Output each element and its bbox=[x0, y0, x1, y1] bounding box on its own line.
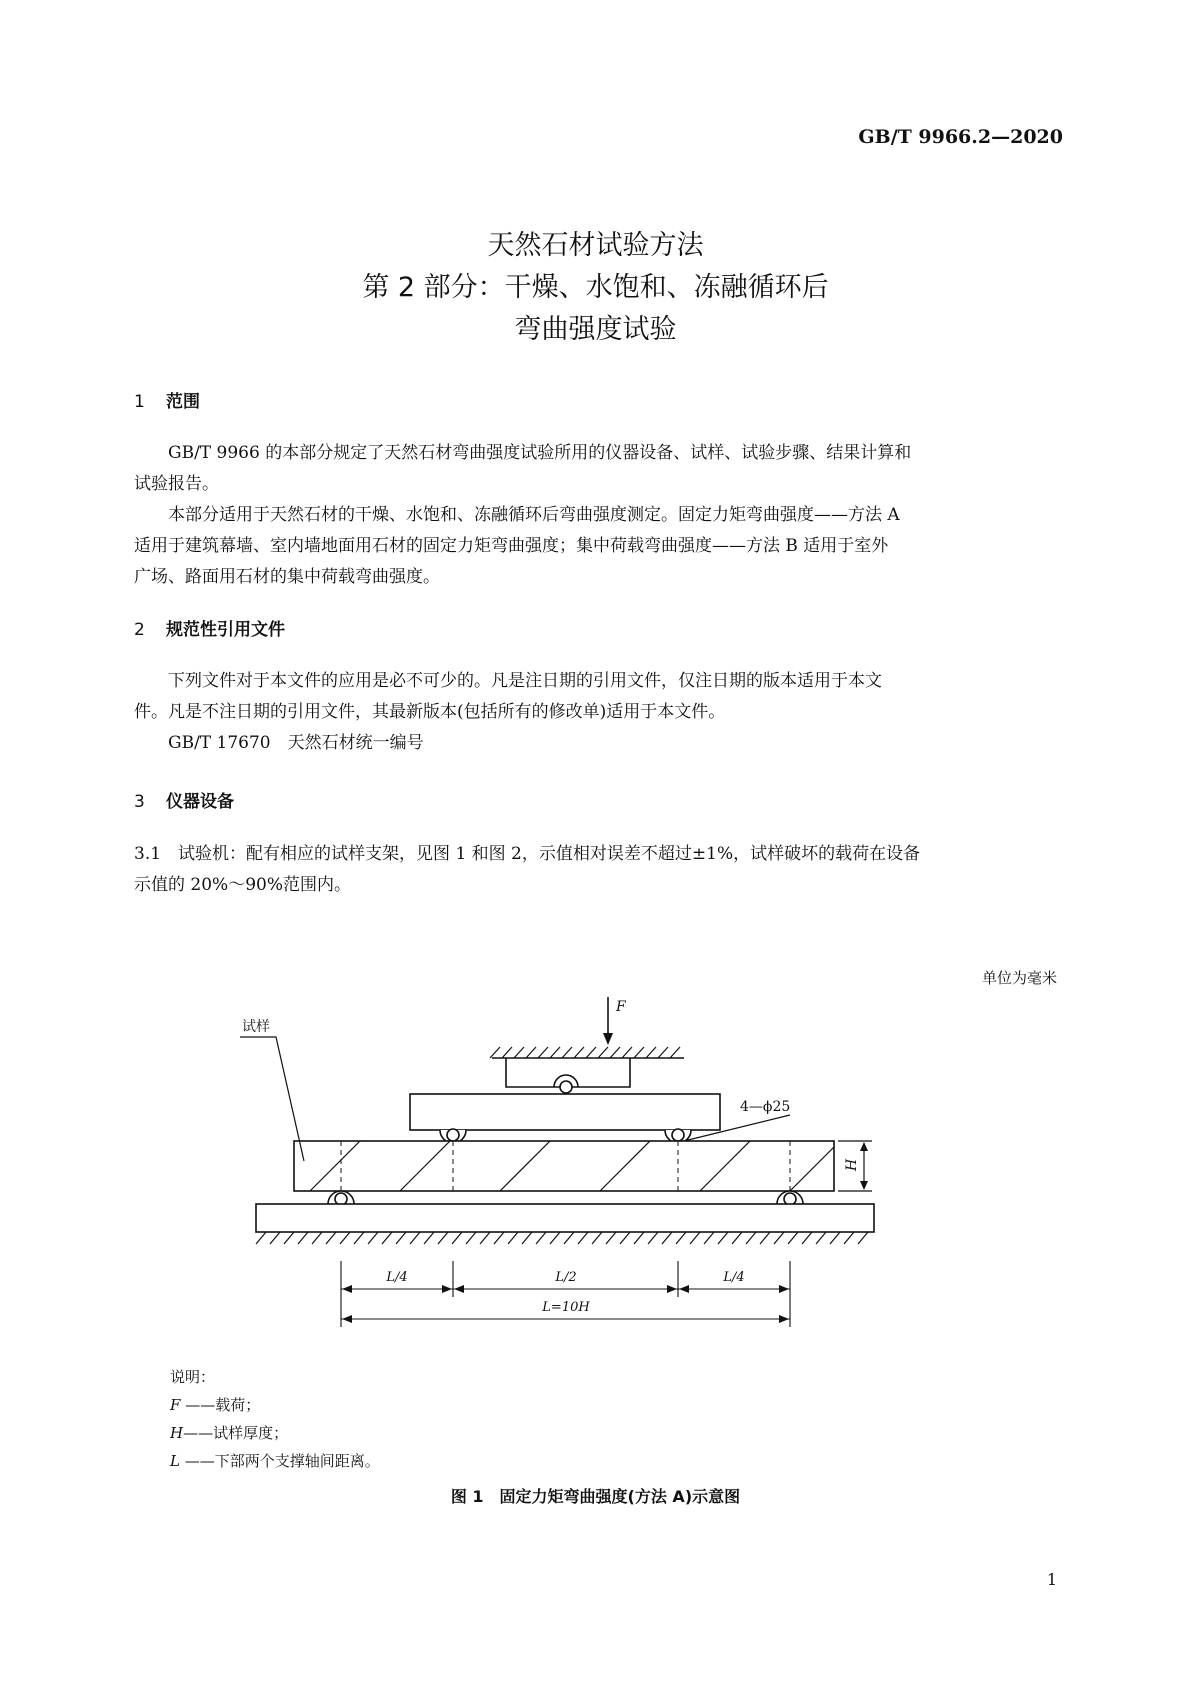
height-label: H bbox=[844, 1158, 860, 1171]
force-label: F bbox=[616, 999, 626, 1015]
ground-hatching bbox=[256, 1232, 868, 1244]
base-plate bbox=[256, 1204, 874, 1232]
legend-description: ——试样厚度； bbox=[183, 1424, 289, 1442]
legend-item bbox=[170, 1447, 380, 1475]
clause-3-1 bbox=[134, 839, 1058, 901]
normative-reference: GB/T 17670 天然石材统一编号 bbox=[168, 733, 424, 753]
section-number: 2 bbox=[134, 620, 145, 640]
specimen bbox=[294, 1141, 834, 1191]
section-number: 1 bbox=[134, 392, 145, 412]
text-line: 示值的 20%～90%范围内。 bbox=[134, 875, 351, 895]
lower-roller-right bbox=[777, 1191, 803, 1205]
title-line-3: 弯曲强度试验 bbox=[514, 314, 677, 345]
figure-legend bbox=[170, 1363, 380, 1475]
top-pivot bbox=[560, 1081, 572, 1093]
text-line: 广场、路面用石材的集中荷载弯曲强度。 bbox=[134, 567, 440, 587]
legend-item bbox=[170, 1391, 380, 1419]
section-number: 3 bbox=[134, 792, 145, 812]
top-fixed-support bbox=[490, 1047, 684, 1087]
text-line: 试验报告。 bbox=[134, 474, 219, 494]
dim-label-l4-right: L/4 bbox=[723, 1270, 745, 1285]
standard-code: GB/T 9966.2—2020 bbox=[858, 126, 1063, 148]
text-line: 适用于建筑幕墙、室内墙地面用石材的固定力矩弯曲强度；集中荷载弯曲强度——方法 B 适用于室外 bbox=[134, 536, 889, 556]
legend-symbol: F bbox=[170, 1396, 181, 1414]
document-title bbox=[0, 225, 1191, 351]
legend-item bbox=[170, 1419, 380, 1447]
legend-description: ——载荷； bbox=[185, 1396, 261, 1414]
section-title: 范围 bbox=[166, 392, 200, 412]
text-line: GB/T 9966 的本部分规定了天然石材弯曲强度试验所用的仪器设备、试样、试验步骤、结果计算和 bbox=[168, 443, 912, 463]
section-1-paragraph-1 bbox=[134, 438, 1058, 500]
section-2-paragraph bbox=[134, 666, 1058, 759]
figure-1-diagram bbox=[242, 985, 960, 1360]
unit-note: 单位为毫米 bbox=[981, 969, 1057, 987]
section-1-heading bbox=[134, 387, 200, 412]
h-arrow-top bbox=[860, 1142, 868, 1151]
figure-caption: 图 1 固定力矩弯曲强度(方法 A)示意图 bbox=[450, 1487, 741, 1506]
legend-description: ——下部两个支撑轴间距离。 bbox=[184, 1452, 380, 1470]
title-line-1: 天然石材试验方法 bbox=[487, 230, 704, 261]
text-line: 本部分适用于天然石材的干燥、水饱和、冻融循环后弯曲强度测定。固定力矩弯曲强度——方法 A bbox=[168, 505, 900, 525]
legend-symbol: H bbox=[170, 1424, 184, 1442]
section-1-paragraph-2 bbox=[134, 500, 1058, 593]
text-line: 件。凡是不注日期的引用文件，其最新版本(包括所有的修改单)适用于本文件。 bbox=[134, 702, 726, 722]
roller-label: 4—ϕ25 bbox=[740, 1099, 791, 1115]
section-title: 规范性引用文件 bbox=[166, 620, 285, 640]
legend-title: 说明： bbox=[170, 1368, 216, 1386]
h-arrow-bottom bbox=[860, 1181, 868, 1190]
section-3-heading bbox=[134, 787, 234, 812]
dim-label-l-total: L=10H bbox=[542, 1300, 590, 1315]
loading-beam bbox=[410, 1094, 720, 1130]
title-line-2: 第 2 部分：干燥、水饱和、冻融循环后 bbox=[362, 272, 829, 303]
specimen-label: 试样 bbox=[242, 1019, 270, 1035]
page-number: 1 bbox=[1046, 1570, 1057, 1589]
text-line: 下列文件对于本文件的应用是必不可少的。凡是注日期的引用文件，仅注日期的版本适用于本文 bbox=[168, 671, 882, 691]
section-title: 仪器设备 bbox=[166, 792, 234, 812]
dim-label-l2: L/2 bbox=[555, 1270, 577, 1285]
dim-label-l4-left: L/4 bbox=[386, 1270, 408, 1285]
lower-roller-left bbox=[328, 1191, 354, 1205]
force-arrowhead bbox=[603, 1033, 613, 1045]
text-line: 3.1 试验机：配有相应的试样支架，见图 1 和图 2，示值相对误差不超过±1%，试样破坏的载荷在设备 bbox=[134, 844, 921, 864]
legend-symbol: L bbox=[170, 1452, 180, 1470]
section-2-heading bbox=[134, 615, 285, 640]
